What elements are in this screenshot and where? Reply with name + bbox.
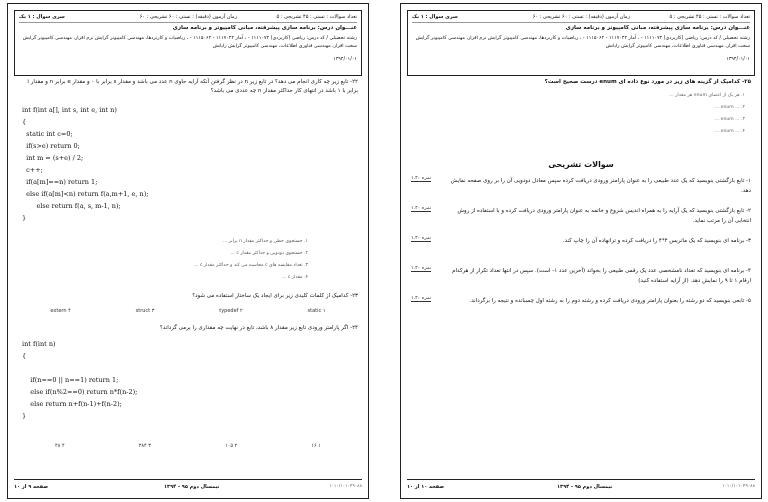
descriptive-question [411,236,751,258]
question-count: تعداد سوالات : تستی : ۴۵ تشریحی : ۵ [669,14,750,20]
code-block-1: int f(int a[], int s, int e, int n) { static int c=0; if(s>e) return 0; int m = (s+e) / 2; c++; if(a[m]==n) return 1; else if(a[m]<n) return f(a,m+1, e, n); else return f(a, s, m-1, n); } [22,106,149,222]
question-25-options [417,90,745,138]
descriptive-question-text: ۳- برنامه ای بنویسید که یک ماتریس ۴*۴ را دریافت کرده و ترانهاده آن را چاپ کند. [562,238,751,244]
question-24: ۲۴- اگر پارامتر ورودی تابع زیر مقدار ۸ باشد، تابع در نهایت چه مقداری را برمی گرداند؟ [159,325,358,331]
page-footer [407,479,755,494]
field-code: رشته تحصیلی / کد درس: ریاضی (کاربردی) ۱۱۱۱۰۷۴ - ، آمار ۱۱۱۷۰۴۲ - ۱۱۱۵۰۶۲ - ، ریاضیات و کاربردها، مهندسی کامپیوتر گرایش نرم افزار، مهندسی کامپیوتر گرایش سخت افزار، مهندسی فناوری اطلاعات، مهندسی کامپیوتر گرایش رایانش [415,36,750,49]
option-item: ۳. ... enum ... [714,117,745,122]
exam-time: زمان آزمون (دقیقه) : تستی : ۶۰ تشریحی : ۶۰ [139,14,237,20]
descriptive-question-text: ۲- تابع بازگشتی بنویسید که یک آرایه را به همراه اندیس شروع و خاتمه به عنوان پارامتر ورودی دریافت کرده و با استفاده از روش انتخابی آن را مرتب نماید. [457,208,751,224]
page-header [14,10,362,76]
option-item: ۳۸۴ ۳ [138,443,151,449]
question-23-options [18,308,358,314]
option-item: ۱. جستجوی خطی و حداکثر مقدار n برابر ... [222,239,308,244]
course-title: عنـــوان درس: برنامه سازی پیشرفته، مبانی کامپیوتر و برنامه سازی [565,25,750,31]
page-header [407,10,755,76]
score-label: ۱.۴۰ نمره [411,266,432,271]
field-date: ۱۳۹۴/۰۱/۰۱ [333,57,357,62]
question-22-options [148,236,308,284]
question-22: ۲۲- تابع زیر چه کاری انجام می دهد؟ در تابع زیر n در نظر گرفتن آنکه آرایه حاوی n عدد می باشد و مقدار s برابر با ۰ و مقدار e برابر n و مقدار i برابر با ۱ باشد در انتهای کار حداکثر مقدار n چه عددی می باشد؟ [27,79,358,94]
page-number: صفحه ۹ از ۱۰ [14,484,49,490]
question-25: ۲۵- کدامیک از گزینه های زیر در مورد نوع داده ای enum درست صحیح است؟ [544,79,751,85]
semester-label: نیمسال دوم ۹۵ - ۱۳۹۴ [164,484,220,490]
option-item: ۴. ... enum ... [714,129,745,134]
descriptive-question-text: ۱- تابع بازگشتی بنویسید که یک عدد طبیعی را به عنوان پارامتر ورودی دریافت کرده سپس معادل دودویی آن را بر روی صفحه نمایش دهد. [450,178,751,194]
score-label: ۱.۴۰ نمره [411,236,432,241]
descriptive-question [411,266,751,288]
exam-page-9 [7,3,369,499]
course-title: عنـــوان درس: برنامه سازی پیشرفته، مبانی کامپیوتر و برنامه سازی [172,25,357,31]
exam-time: زمان آزمون (دقیقه) : تستی : ۶۰ تشریحی : ۶۰ [532,14,630,20]
option-item: ۲. جستجوی دودویی و حداکثر مقدار c ... [230,251,308,256]
exam-page-10 [400,3,762,499]
option-item: ۴. مقدار c ... [282,275,308,280]
descriptive-question [411,176,751,198]
option-item: ۱۶ ۱ [311,443,321,449]
option-item: ۱. هر یک از اعضای enum هر مقدار ... [669,93,745,98]
field-date: ۱۳۹۴/۰۱/۰۱ [726,57,750,62]
question-24-options [18,443,358,449]
score-label: ۱.۴۰ نمره [411,206,432,211]
option-item: ۱۰۵ ۲ [225,443,238,449]
exam-code: ۱۰۱۰/۱۰۱۰۴۹۰۸۸ [329,484,362,489]
option-item: ۳. تعداد مقایسه های c محاسبه می کند و حداکثر مقدار c ... [194,263,308,268]
descriptive-question-text: ۴- برنامه ای بنویسید که تعداد نامشخصی عدد یک رقمی طبیعی را بخواند (آخرین عدد ۱- است). سپس در انتها تعداد تکرار از هرکدام ارقام ۱ تا ۹ را نمایش دهد. (از آرایه استفاده کنید) [452,268,751,284]
descriptive-question [411,206,751,228]
semester-label: نیمسال دوم ۹۵ - ۱۳۹۴ [557,484,613,490]
descriptive-question-text: ۵- تابعی بنویسید که دو رشته را بعنوان پارامتر ورودی دریافت کرده و رشته دوم را به رشته اول چسبانده و نتیجه را برگرداند. [469,298,751,304]
score-label: ۱.۴۰ نمره [411,296,432,301]
option-item: struct ۳ [135,308,155,314]
series-label: سری سوال : ۱ یک [412,14,458,20]
section-title: سوالات تشریحی [548,160,614,169]
option-item: typedef ۲ [219,308,243,314]
option-item: static ۱ [307,308,326,314]
page-footer [14,479,362,494]
score-label: ۱.۴۰ نمره [411,176,432,181]
page-number: صفحه ۱۰ از ۱۰ [407,484,445,490]
descriptive-question [411,296,751,318]
option-item: ۲. ... enum ... [714,105,745,110]
question-count: تعداد سوالات : تستی : ۴۵ تشریحی : ۵ [276,14,357,20]
descriptive-questions [411,176,751,326]
option-item: extern ۴ [50,308,71,314]
code-block-2: int f(int n) { if(n==0 || n==1) return 1; else if(n%2==0) return n*f(n-2); else return n+f(n-1)+f(n-2); } [22,340,138,420]
field-code: رشته تحصیلی / کد درس: ریاضی (کاربردی) ۱۱۱۱۰۷۴ - ، آمار ۱۱۱۷۰۴۲ - ۱۱۱۵۰۶۲ - ، ریاضیات و کاربردها، مهندسی کامپیوتر گرایش نرم افزار، مهندسی کامپیوتر گرایش سخت افزار، مهندسی فناوری اطلاعات، مهندسی کامپیوتر گرایش رایانش [22,36,357,49]
exam-code: ۱۰۱۰/۱۰۱۰۴۹۰۸۸ [722,484,755,489]
series-label: سری سوال : ۱ یک [19,14,65,20]
option-item: ۴۸ ۴ [55,443,65,449]
question-23: ۲۳- کدامیک از کلمات کلیدی زیر برای ایجاد یک ساختار استفاده می شود؟ [192,293,358,299]
